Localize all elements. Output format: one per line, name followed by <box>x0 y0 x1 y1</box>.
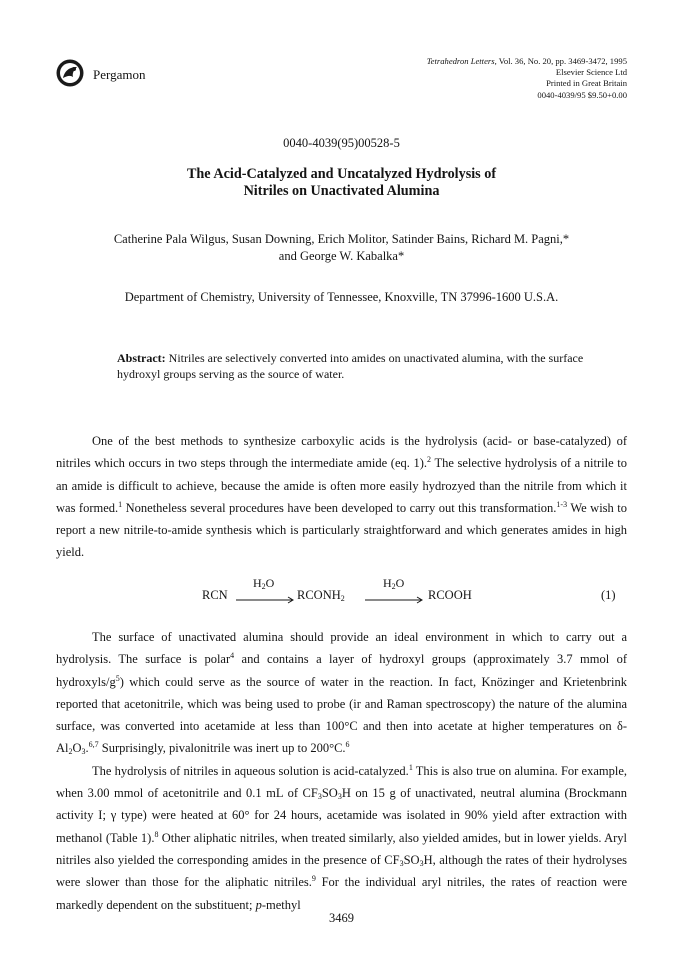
authors-line-2: and George W. Kabalka* <box>278 249 405 263</box>
title-line-1: The Acid-Catalyzed and Uncatalyzed Hydrolysis of <box>186 166 497 182</box>
paragraph-text: One of the best methods to synthesize carboxylic acids is the hydrolysis (acid- or base-catalyzed) of nitriles which occurs in two steps through the intermediate amide (eq. 1).$^2$ The selective hydrolysis of a nitrile to an amide is difficult to achieve, because the amide is often more easily hydrozyed than the nitrile from which it was formed.$^1$ Nonetheless several procedures have been developed to carry out this transformation.$^{1-3}$ We wish to report a new nitrile-to-amide synthesis which is particularly straightforward and which generates amides in high yield. <box>56 434 627 560</box>
issn-price: 0040-4039/95 $9.50+0.00 <box>537 89 627 100</box>
eq-intermediate: $RCONH_2$ <box>297 588 345 603</box>
page-number: 3469 <box>329 911 354 925</box>
abstract <box>117 351 587 382</box>
eq-reagent-2: $H_2O$ <box>383 576 405 591</box>
equation-1 <box>56 576 627 616</box>
journal-line <box>427 56 627 67</box>
affiliation: Department of Chemistry, University of Tennessee, Knoxville, TN 37996-1600 U.S.A. <box>124 290 559 304</box>
eq-reactant: RCN <box>202 588 228 602</box>
reaction-arrow-1 <box>236 596 294 604</box>
abstract-label: Abstract: <box>117 351 166 365</box>
title-line-2: Nitriles on Unactivated Alumina <box>243 183 440 199</box>
paper-title <box>0 166 683 200</box>
doi: 0040-4039(95)00528-5 <box>283 136 400 150</box>
paragraph-text: The hydrolysis of nitriles in aqueous solution is acid-catalyzed.$^1$ This is also true on alumina. For example, when 3.00 mmol of acetonitrile and 0.1 mL of $CF_3SO_3H$ on 15 g of unactivated, neutral alumina (Brockmann activity I; γ type) were heated at 60° for 24 hours, acetamide was isolated in 90% yield after extraction with methanol (Table 1).$^8$ Other aliphatic nitriles, when treated similarly, also yielded amides, but in lower yields. Aryl nitriles also yielded the corresponding amides in the presence of $CF_3SO_3H$, although the rates of their hydrolyses were slower than those for the aliphatic nitriles.$^9$ For the individual aryl nitriles, the rates of reaction were markedly dependent on the substituent; p-methyl <box>56 762 628 912</box>
eq-reagent-1: $H_2O$ <box>253 576 275 591</box>
eq-number: (1) <box>601 588 616 602</box>
authors <box>0 231 683 265</box>
pergamon-logo-icon <box>56 59 84 87</box>
reaction-arrow-2 <box>365 596 423 604</box>
body-paragraph-2 <box>56 626 627 916</box>
journal-citation: , Vol. 36, No. 20, pp. 3469-3472, 1995 <box>494 56 627 66</box>
eq-product: RCOOH <box>428 588 472 602</box>
printed-note: Printed in Great Britain <box>546 78 627 89</box>
imprint: Elsevier Science Ltd <box>555 67 627 78</box>
paragraph-text: The surface of unactivated alumina should provide an ideal environment in which to carry out a hydrolysis. The surface is polar$^4$ and contains a layer of hydroxyl groups (approximately 3.7 mmol of hydroxyls/$g^5$) which could serve as the source of water in the reaction. In fact, Knözinger and Krietenbrink reported that acetonitrile, which was being used to probe (ir and Raman spectroscopy) the nature of the alumina surface, was converted into acetamide at less than 100°C and then into acetate at higher temperatures on $\delta-Al_2O_3.^{6,7}$ Surprisingly, pivalonitrile was inert up to 200°C.$^6$ <box>56 630 627 757</box>
abstract-text: Nitriles are selectively converted into amides on unactivated alumina, with the surface hydroxyl groups serving as the source of water. <box>117 351 584 381</box>
publisher-name: Pergamon <box>93 67 146 82</box>
body-paragraph-1 <box>56 430 627 564</box>
authors-line-1: Catherine Pala Wilgus, Susan Downing, Erich Molitor, Satinder Bains, Richard M. Pagni,* <box>113 232 570 246</box>
journal-block <box>427 56 627 101</box>
journal-name: Tetrahedron Letters <box>426 56 495 66</box>
